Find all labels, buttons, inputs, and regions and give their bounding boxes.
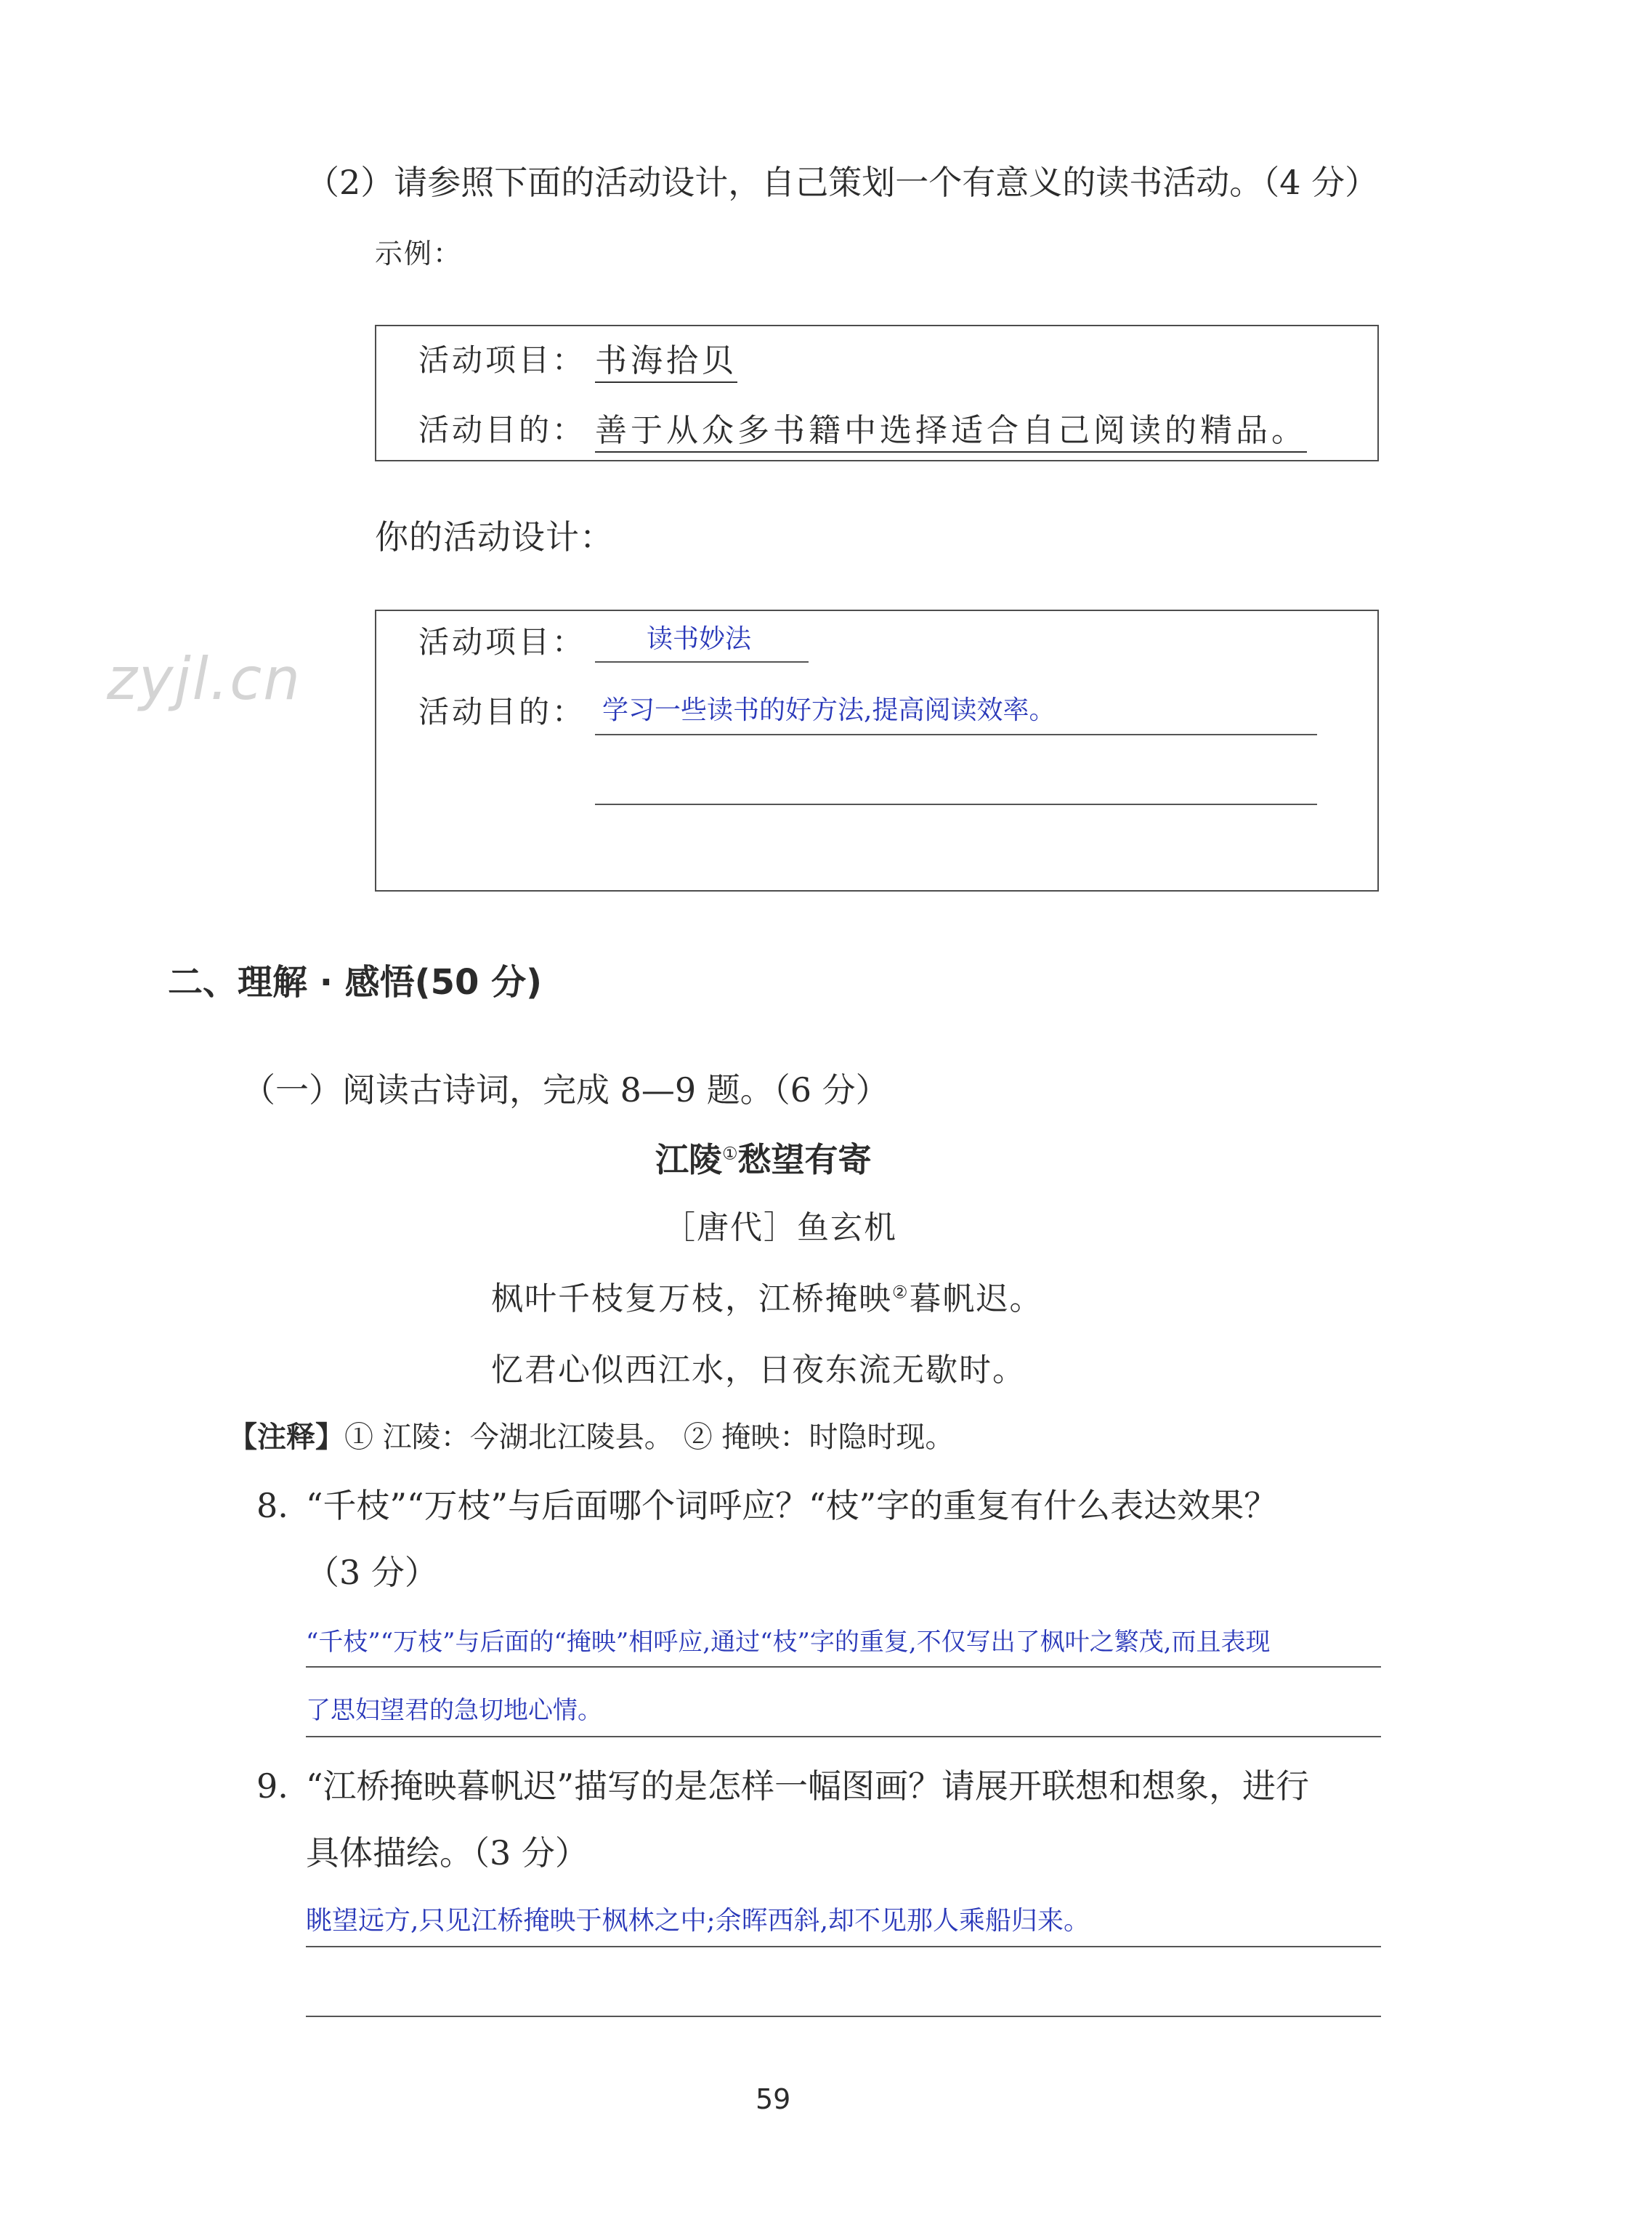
- answer-line: [595, 661, 809, 663]
- question-9: [256, 1766, 1310, 1806]
- poem-title: [655, 1140, 872, 1179]
- your-design-label: 你的活动设计：: [375, 517, 614, 557]
- handwritten-answer: 读书妙法: [647, 624, 752, 654]
- question-8: [256, 1486, 1278, 1525]
- question-number: 9.: [256, 1766, 288, 1806]
- handwritten-answer: 学习一些读书的好方法,提高阅读效率。: [602, 695, 1056, 725]
- question-text: “江桥掩映暮帆迟”描写的是怎样一幅图画？请展开联想和想象，进行: [306, 1766, 1310, 1806]
- purpose-label: 活动目的：: [418, 694, 586, 730]
- note: ② 掩映：时隐时现。: [683, 1421, 955, 1454]
- poem-title-text: 江陵: [655, 1140, 722, 1179]
- purpose-label: 活动目的：: [418, 412, 586, 448]
- section-heading: 二、理解 · 感悟(50 分): [168, 962, 543, 1003]
- answer-line: [595, 734, 1317, 735]
- poem-notes: [228, 1420, 955, 1454]
- answer-line: [306, 2016, 1381, 2017]
- question-text: “千枝”“万枝”与后面哪个词呼应？“枝”字的重复有什么表达效果？: [306, 1486, 1278, 1525]
- notes-label: 【注释】: [228, 1420, 344, 1454]
- question-text-continued: 具体描绘。（3 分）: [306, 1833, 588, 1873]
- question-7-2-prompt: （2）请参照下面的活动设计，自己策划一个有意义的读书活动。（4 分）: [306, 163, 1379, 202]
- answer-line: [306, 1946, 1381, 1947]
- project-label: 活动项目：: [418, 342, 586, 378]
- handwritten-answer: 了思妇望君的急切地心情。: [306, 1696, 602, 1725]
- page-number: 59: [756, 2083, 791, 2115]
- example-label: 示例：: [375, 238, 463, 270]
- watermark: zyjl.cn: [107, 645, 301, 713]
- question-number: 8.: [256, 1486, 288, 1525]
- handwritten-answer: “千枝”“万枝”与后面的“掩映”相呼应,通过“枝”字的重复,不仅写出了枫叶之繁茂,而且表现: [306, 1628, 1271, 1657]
- example-activity-box: [375, 325, 1379, 461]
- poem-author: ［唐代］鱼玄机: [663, 1209, 897, 1246]
- answer-line: [306, 1666, 1381, 1668]
- answer-line: [595, 804, 1317, 805]
- project-label: 活动项目：: [418, 624, 586, 660]
- purpose-value: 善于从众多书籍中选择适合自己阅读的精品。: [595, 415, 1307, 453]
- poem-line: [491, 1280, 1043, 1317]
- your-activity-box: [375, 610, 1379, 892]
- poem-line-text: 枫叶千枝复万枝，江桥掩映: [491, 1280, 892, 1317]
- project-value: 书海拾贝: [595, 345, 737, 383]
- answer-line: [306, 1736, 1381, 1737]
- reading-instruction: （一）阅读古诗词，完成 8—9 题。（6 分）: [242, 1070, 889, 1110]
- poem-title-text: 愁望有寄: [737, 1140, 872, 1179]
- note-mark: ①: [722, 1143, 738, 1164]
- poem-line-text: 暮帆迟。: [909, 1280, 1043, 1317]
- note-mark: ②: [892, 1282, 910, 1303]
- note: ① 江陵：今湖北江陵县。: [344, 1421, 673, 1454]
- poem-line: 忆君心似西江水，日夜东流无歇时。: [491, 1352, 1026, 1389]
- handwritten-answer: 眺望远方,只见江桥掩映于枫林之中;余晖西斜,却不见那人乘船归来。: [306, 1906, 1090, 1936]
- question-score: （3 分）: [306, 1553, 438, 1592]
